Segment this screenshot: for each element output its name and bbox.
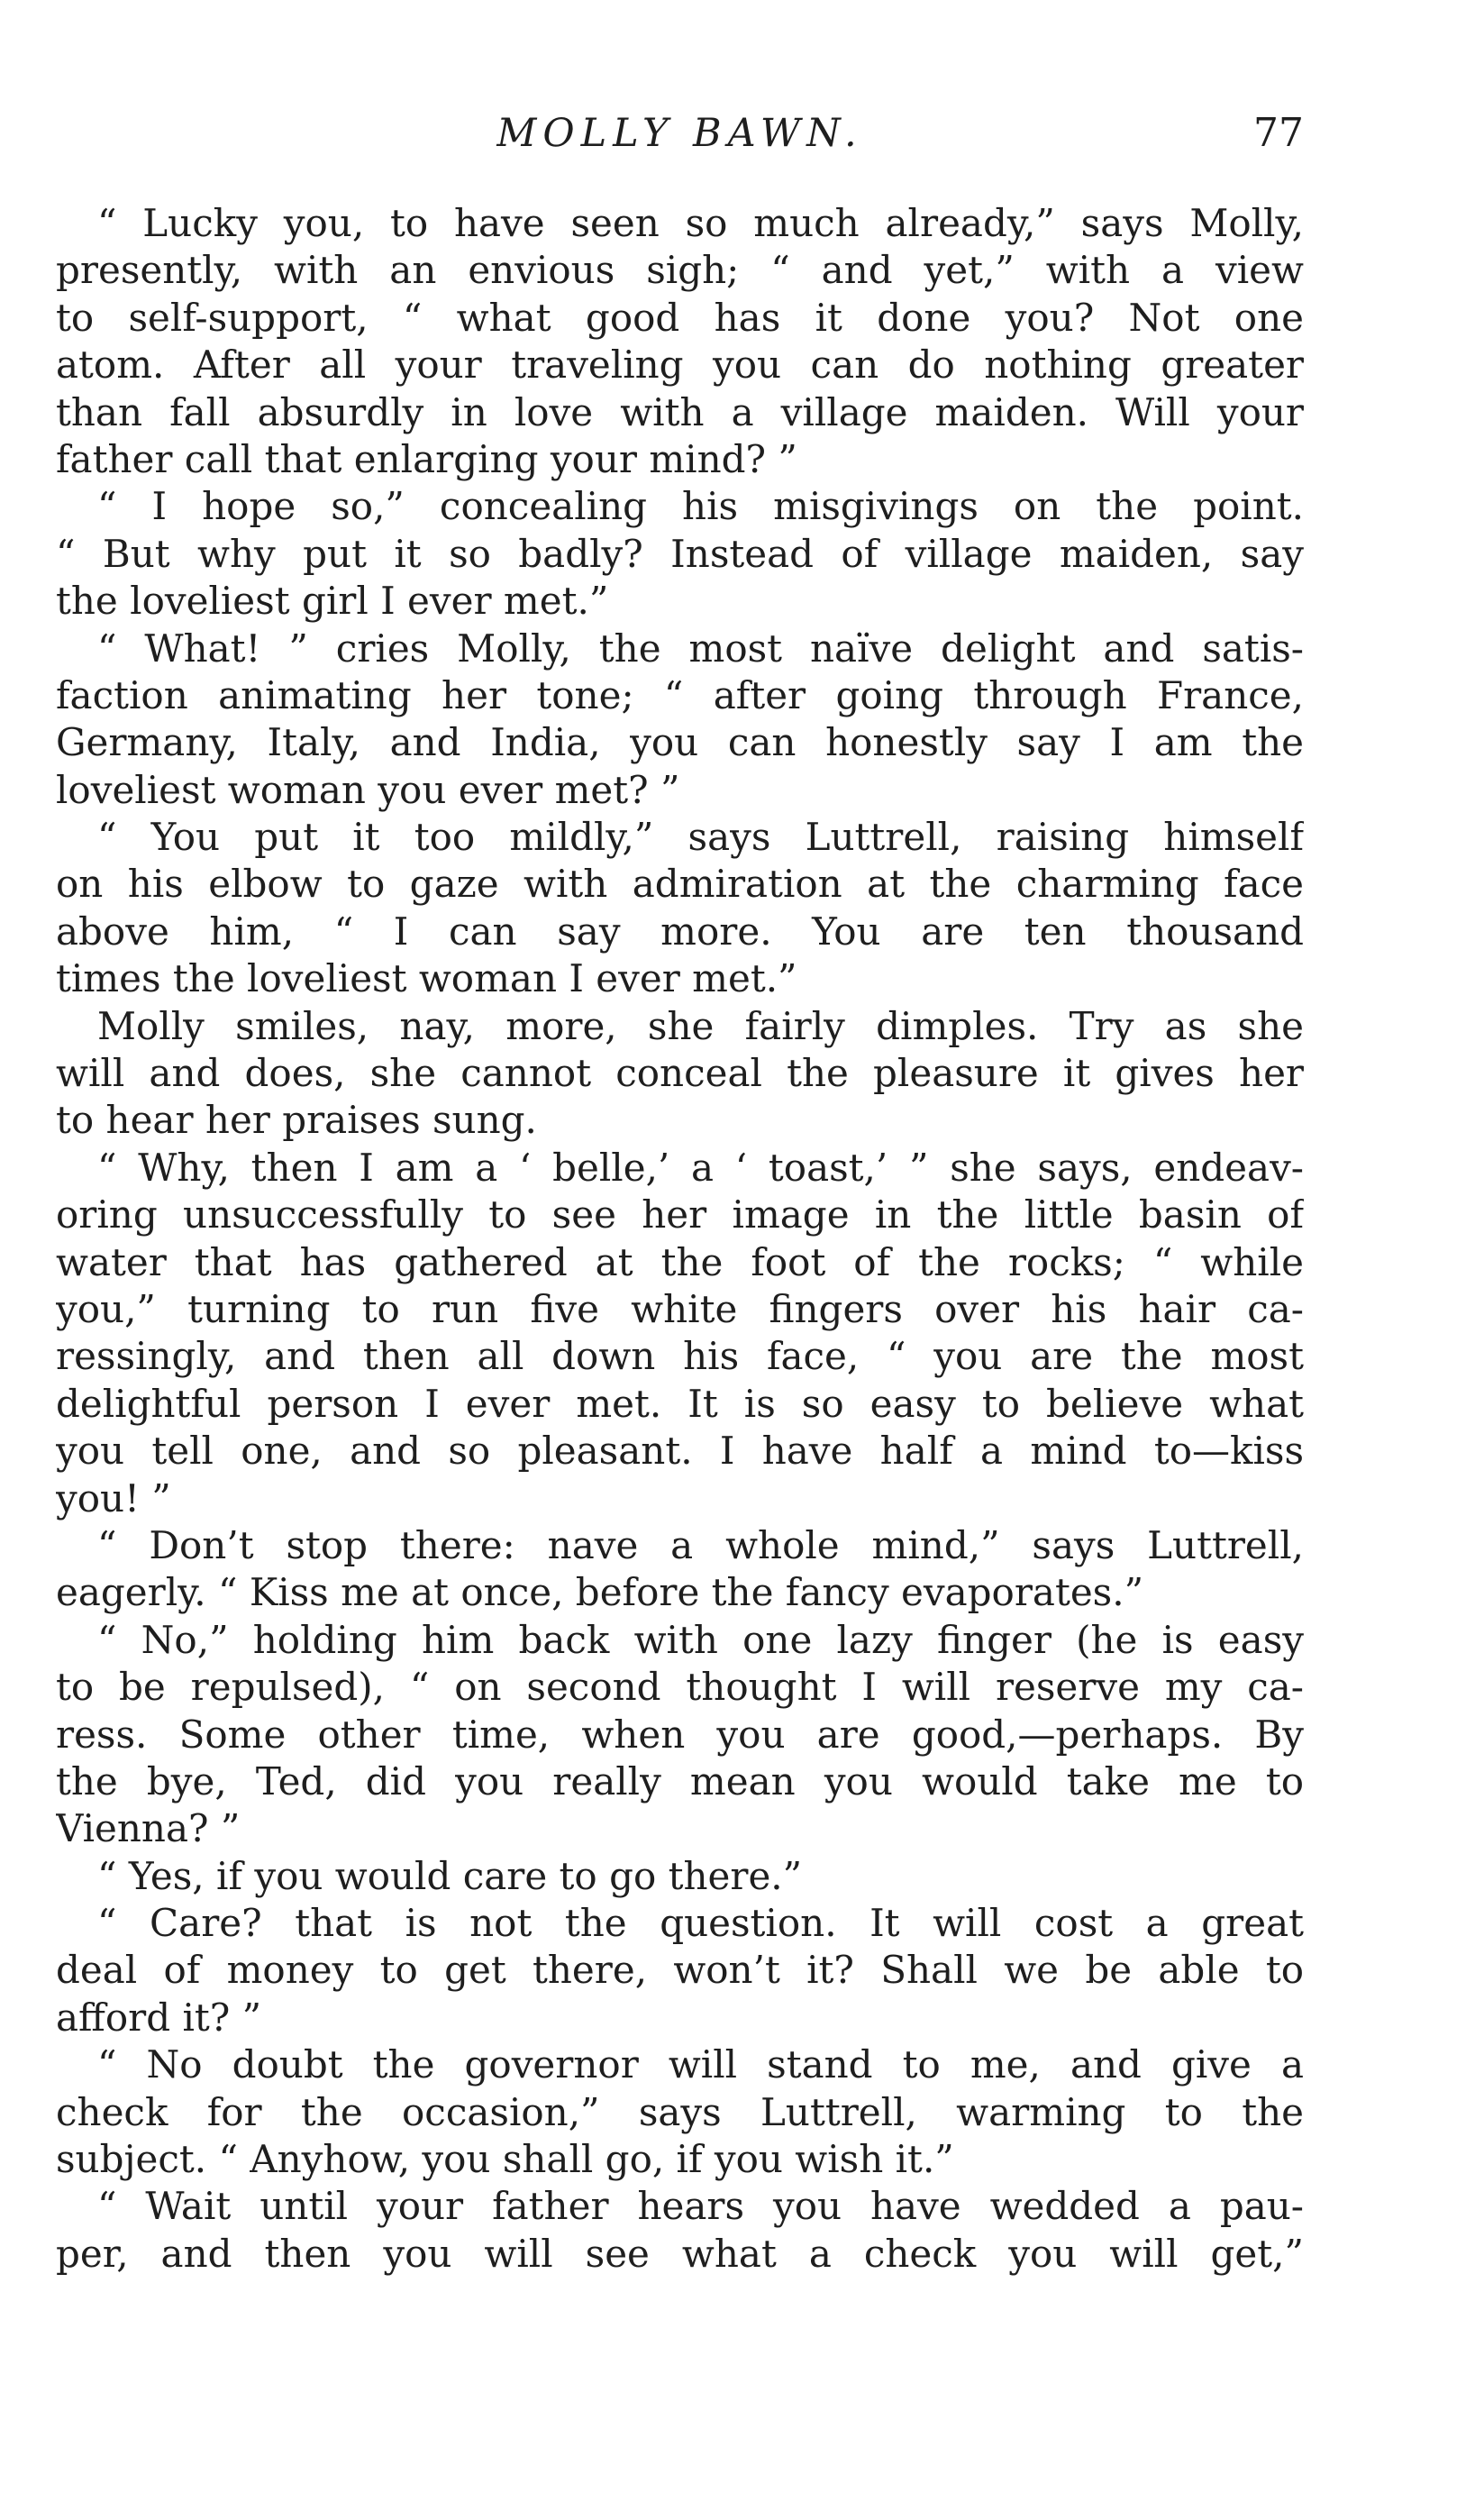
- text-line: will and does, she cannot conceal the pleasure it gives her: [56, 1051, 1304, 1096]
- text-line: “ You put it too mildly,” says Luttrell, raising himself: [97, 815, 1304, 860]
- text-line: water that has gathered at the foot of the rocks; “ while: [56, 1239, 1304, 1284]
- text-line: you,” turning to run five white fingers over his hair ca-: [56, 1286, 1304, 1331]
- text-line: “ Why, then I am a ‘ belle,’ a ‘ toast,’ ” she says, endeav-: [97, 1145, 1304, 1190]
- text-line: “ No doubt the governor will stand to me, and give a: [97, 2042, 1304, 2087]
- text-line: father call that enlarging your mind? ”: [56, 436, 797, 481]
- page-number: 77: [1253, 110, 1304, 156]
- text-line: “ Lucky you, to have seen so much already,” says Molly,: [97, 201, 1304, 245]
- text-line: you! ”: [56, 1475, 171, 1520]
- text-line: times the loveliest woman I ever met.”: [56, 956, 797, 1001]
- text-line: ress. Some other time, when you are good,—perhaps. By: [56, 1712, 1304, 1757]
- text-line: delightful person I ever met. It is so easy to believe what: [56, 1381, 1304, 1426]
- text-line: “ Yes, if you would care to go there.”: [97, 1853, 803, 1898]
- text-line: to hear her praises sung.: [56, 1098, 537, 1143]
- text-line: faction animating her tone; “ after going through France,: [56, 672, 1304, 717]
- text-line: “ I hope so,” concealing his misgivings on the point.: [97, 484, 1304, 529]
- text-line: eagerly. “ Kiss me at once, before the fancy evaporates.”: [56, 1570, 1144, 1615]
- text-line: “ What! ” cries Molly, the most naïve delight and satis-: [97, 626, 1304, 671]
- text-line: “ Care? that is not the question. It will cost a great: [97, 1901, 1304, 1946]
- text-line: per, and then you will see what a check you will get,”: [56, 2231, 1304, 2276]
- text-line: loveliest woman you ever met? ”: [56, 767, 680, 812]
- running-title: MOLLY BAWN.: [496, 111, 863, 156]
- text-line: the loveliest girl I ever met.”: [56, 579, 609, 624]
- body-text: [56, 200, 1304, 2278]
- text-line: oring unsuccessfully to see her image in the little basin of: [56, 1192, 1304, 1237]
- text-line: check for the occasion,” says Luttrell, warming to the: [56, 2089, 1304, 2134]
- text-line: Germany, Italy, and India, you can honestly say I am the: [56, 720, 1304, 765]
- text-line: deal of money to get there, won’t it? Shall we be able to: [56, 1948, 1304, 1993]
- text-line: “ Don’t stop there: nave a whole mind,” says Luttrell,: [97, 1522, 1304, 1567]
- text-line: ressingly, and then all down his face, “ you are the most: [56, 1334, 1304, 1379]
- text-line: on his elbow to gaze with admiration at the charming face: [56, 862, 1304, 907]
- text-line: Molly smiles, nay, more, she fairly dimples. Try as she: [97, 1003, 1304, 1048]
- text-line: presently, with an envious sigh; “ and yet,” with a view: [56, 248, 1304, 293]
- text-line: to self-support, “ what good has it done you? Not one: [56, 295, 1304, 340]
- text-line: afford it? ”: [56, 1995, 262, 2040]
- text-line: above him, “ I can say more. You are ten thousand: [56, 909, 1304, 954]
- text-line: than fall absurdly in love with a village maiden. Will your: [56, 389, 1304, 434]
- text-line: you tell one, and so pleasant. I have half a mind to—kiss: [56, 1429, 1304, 1474]
- text-line: “ Wait until your father hears you have wedded a pau-: [97, 2184, 1304, 2229]
- text-line: atom. After all your traveling you can do nothing greater: [56, 342, 1304, 388]
- running-head: [56, 106, 1304, 160]
- text-line: subject. “ Anyhow, you shall go, if you wish it.”: [56, 2137, 954, 2182]
- text-line: Vienna? ”: [56, 1806, 241, 1851]
- text-line: “ No,” holding him back with one lazy finger (he is easy: [97, 1617, 1304, 1662]
- text-line: the bye, Ted, did you really mean you would take me to: [56, 1758, 1304, 1804]
- text-line: to be repulsed), “ on second thought I will reserve my ca-: [56, 1665, 1304, 1710]
- text-line: “ But why put it so badly? Instead of village maiden, say: [56, 531, 1304, 576]
